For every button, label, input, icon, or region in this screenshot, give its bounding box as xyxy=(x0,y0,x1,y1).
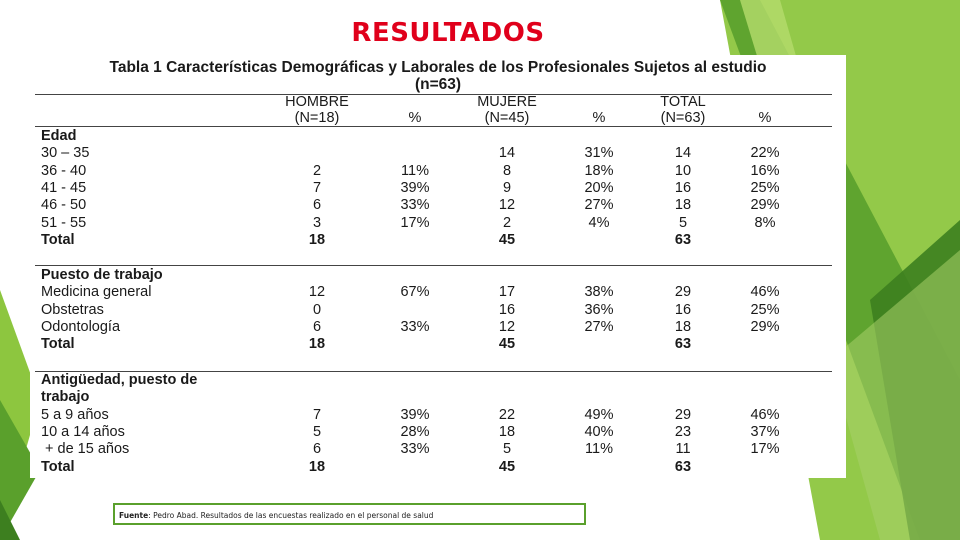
column-header-total-pct: % xyxy=(758,110,772,126)
table-cell: 3 xyxy=(312,214,322,231)
table-cell: 6 xyxy=(312,441,322,458)
table-cell: 18 xyxy=(674,197,692,214)
table-cell: 38% xyxy=(584,284,614,301)
table-cell: 63 xyxy=(674,458,692,475)
table-cell: 18 xyxy=(498,423,516,440)
table-cell: 8 xyxy=(502,162,512,179)
table-cell: 17% xyxy=(400,214,430,231)
table-cell: 25% xyxy=(750,179,780,196)
table-cell: 20% xyxy=(584,179,614,196)
table-cell: 46% xyxy=(750,406,780,423)
table-cell: 39% xyxy=(400,406,430,423)
table-caption xyxy=(30,59,846,93)
row-label: + de 15 años xyxy=(41,441,130,458)
table-cell: 8% xyxy=(754,214,776,231)
table-cell: 40% xyxy=(584,423,614,440)
table-cell: 39% xyxy=(400,179,430,196)
table-cell: 63 xyxy=(674,336,692,353)
row-label: Medicina general xyxy=(41,284,152,301)
column-header-mujere: MUJERE (N=45) xyxy=(477,94,537,126)
table-cell: 45 xyxy=(498,458,516,475)
table-cell: 63 xyxy=(674,231,692,248)
table-cell: 45 xyxy=(498,336,516,353)
table-cell: 33% xyxy=(400,441,430,458)
table-cell: 10 xyxy=(674,162,692,179)
table-cell: 5 xyxy=(312,423,322,440)
table-cell: 29 xyxy=(674,406,692,423)
section-title: trabajo xyxy=(41,389,90,406)
table-cell: 16 xyxy=(674,179,692,196)
column-header-hombre-pct: % xyxy=(408,110,422,126)
table-cell: 16 xyxy=(498,301,516,318)
row-label: Odontología xyxy=(41,318,121,335)
table-cell: 45 xyxy=(498,231,516,248)
table-cell: 67% xyxy=(400,284,430,301)
table-cell: 12 xyxy=(308,284,326,301)
row-label: 5 a 9 años xyxy=(41,406,109,423)
table-cell: 25% xyxy=(750,301,780,318)
table-cell: 18 xyxy=(674,318,692,335)
table-cell: 9 xyxy=(502,179,512,196)
table-cell: 18 xyxy=(308,336,326,353)
table-cell: 6 xyxy=(312,318,322,335)
section-title: Puesto de trabajo xyxy=(41,267,163,283)
table-cell: 29% xyxy=(750,197,780,214)
table-cell: 49% xyxy=(584,406,614,423)
table-cell: 36% xyxy=(584,301,614,318)
table-cell: 11% xyxy=(585,441,613,458)
table-cell: 4% xyxy=(588,214,610,231)
table-cell: 2 xyxy=(312,162,322,179)
column-header-total: TOTAL (N=63) xyxy=(660,94,706,126)
table-cell: 33% xyxy=(400,318,430,335)
table-cell: 29% xyxy=(750,318,780,335)
table-cell: 18 xyxy=(308,458,326,475)
table-cell: 14 xyxy=(498,145,516,162)
table-cell: 28% xyxy=(400,423,430,440)
table-cell: 14 xyxy=(674,145,692,162)
column-header-hombre: HOMBRE (N=18) xyxy=(285,94,349,126)
row-label: 41 - 45 xyxy=(41,179,87,196)
table-cell: 2 xyxy=(502,214,512,231)
header-bottom-rule xyxy=(35,126,832,127)
table-cell: 7 xyxy=(312,179,322,196)
row-label: 36 - 40 xyxy=(41,162,87,179)
column-header-mujere-pct: % xyxy=(592,110,606,126)
table-caption-line2: (n=63) xyxy=(414,76,462,93)
table-cell: 27% xyxy=(584,318,614,335)
total-row-label: Total xyxy=(41,231,75,248)
table-cell: 17 xyxy=(498,284,516,301)
table-cell: 0 xyxy=(312,301,322,318)
table-cell: 16 xyxy=(674,301,692,318)
table-cell: 12 xyxy=(498,318,516,335)
total-row-label: Total xyxy=(41,458,75,475)
row-label: 10 a 14 años xyxy=(41,423,125,440)
row-label: 51 - 55 xyxy=(41,214,87,231)
table-cell: 22 xyxy=(498,406,516,423)
table-cell: 11 xyxy=(675,441,691,458)
results-table xyxy=(30,55,846,478)
source-text: : Pedro Abad. Resultados de las encuestas realizado en el personal de salud xyxy=(148,511,434,520)
table-cell: 7 xyxy=(312,406,322,423)
table-cell: 18 xyxy=(308,231,326,248)
section-title: Edad xyxy=(41,128,77,144)
table-cell: 5 xyxy=(678,214,688,231)
row-label: Obstetras xyxy=(41,301,104,318)
table-cell: 11% xyxy=(401,162,429,179)
table-cell: 33% xyxy=(400,197,430,214)
slide-title: RESULTADOS xyxy=(351,18,545,48)
source-label: Fuente xyxy=(119,511,149,520)
table-cell: 31% xyxy=(584,145,614,162)
total-row-label: Total xyxy=(41,336,75,353)
table-cell: 17% xyxy=(750,441,780,458)
table-cell: 12 xyxy=(498,197,516,214)
source-note xyxy=(113,503,586,525)
table-cell: 22% xyxy=(750,145,780,162)
row-label: 46 - 50 xyxy=(41,197,87,214)
table-cell: 27% xyxy=(584,197,614,214)
table-cell: 29 xyxy=(674,284,692,301)
table-cell: 18% xyxy=(584,162,614,179)
section-divider-rule xyxy=(35,265,832,266)
table-caption-line1: Tabla 1 Características Demográficas y Laborales de los Profesionales Sujetos al estudio xyxy=(109,59,767,76)
table-cell: 16% xyxy=(750,162,780,179)
section-title: Antigüedad, puesto de xyxy=(41,372,198,388)
table-cell: 37% xyxy=(750,423,780,440)
row-label: 30 – 35 xyxy=(41,145,90,162)
table-cell: 5 xyxy=(502,441,512,458)
table-cell: 6 xyxy=(312,197,322,214)
table-cell: 46% xyxy=(750,284,780,301)
table-cell: 23 xyxy=(674,423,692,440)
